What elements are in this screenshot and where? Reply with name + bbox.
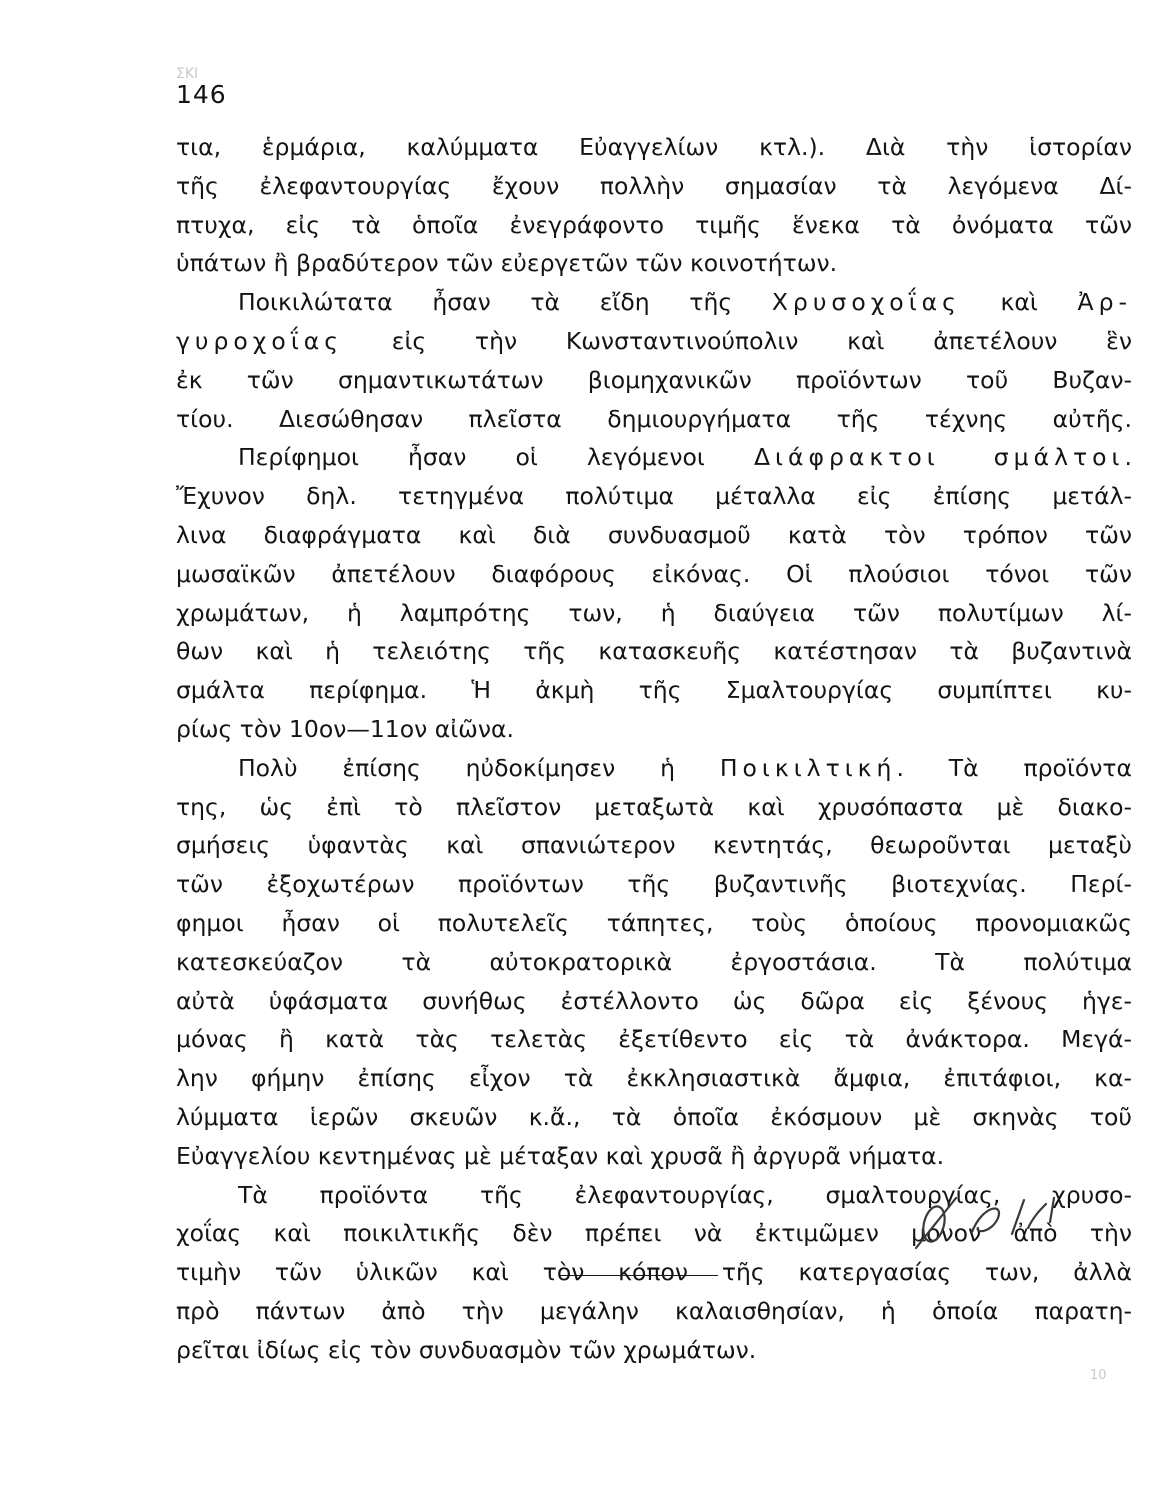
text-line: ἐκ τῶν σημαντικωτάτων βιομηχανικῶν προϊόντων τοῦ Βυζαν- bbox=[176, 365, 1132, 394]
body-text bbox=[176, 128, 1132, 1370]
text-line: Ποικιλώτατα ἦσαν τὰ εἴδη τῆς Χρυσοχοΐας καὶ Ἀρ- bbox=[238, 288, 1133, 317]
text-line: πτυχα, εἰς τὰ ὁποῖα ἐνεγράφοντο τιμῆς ἕνεκα τὰ ὀνόματα τῶν bbox=[176, 210, 1132, 239]
text-line: της, ὡς ἐπὶ τὸ πλεῖστον μεταξωτὰ καὶ χρυσόπαστα μὲ διακο- bbox=[176, 792, 1132, 821]
text-line: χρωμάτων, ἡ λαμπρότης των, ἡ διαύγεια τῶν πολυτίμων λί- bbox=[176, 598, 1132, 627]
text-line: γυροχοΐας εἰς τὴν Κωνσταντινούπολιν καὶ ἀπετέλουν ἓν bbox=[176, 326, 1132, 355]
text-line: χοΐας καὶ ποικιλτικῆς δὲν πρέπει νὰ ἐκτιμῶμεν μόνον ἀπὸ τὴν bbox=[176, 1219, 1132, 1248]
text-line: Τὰ προϊόντα τῆς ἐλεφαντουργίας, σμαλτουργίας, χρυσο- bbox=[238, 1180, 1132, 1209]
text-line: τῆς ἐλεφαντουργίας ἔχουν πολλὴν σημασίαν τὰ λεγόμενα Δί- bbox=[176, 171, 1132, 200]
bleed-through-top: ΣΚΙ bbox=[176, 66, 199, 82]
text-line: τια, ἑρμάρια, καλύμματα Εὐαγγελίων κτλ.). Διὰ τὴν ἱστορίαν bbox=[176, 133, 1132, 161]
text-line: πρὸ πάντων ἀπὸ τὴν μεγάλην καλαισθησίαν, ἡ ὁποία παρατη- bbox=[176, 1296, 1132, 1325]
footnote-rule bbox=[560, 1275, 718, 1276]
text-line: λινα διαφράγματα καὶ διὰ συνδυασμοῦ κατὰ τὸν τρόπον τῶν bbox=[176, 520, 1132, 549]
text-line: τίου. Διεσώθησαν πλεῖστα δημιουργήματα τῆς τέχνης αὐτῆς. bbox=[176, 404, 1132, 433]
text-line: λύμματα ἱερῶν σκευῶν κ.ἄ., τὰ ὁποῖα ἐκόσμουν μὲ σκηνὰς τοῦ bbox=[176, 1102, 1132, 1131]
text-line: τῶν ἐξοχωτέρων προϊόντων τῆς βυζαντινῆς βιοτεχνίας. Περί- bbox=[176, 870, 1132, 899]
text-line: ρεῖται ἰδίως εἰς τὸν συνδυασμὸν τῶν χρωμάτων. bbox=[176, 1335, 757, 1364]
text-line: μόνας ἢ κατὰ τὰς τελετὰς ἐξετίθεντο εἰς τὰ ἀνάκτορα. Μεγά- bbox=[176, 1025, 1132, 1054]
text-line: σμάλτα περίφημα. Ἡ ἀκμὴ τῆς Σμαλτουργίας συμπίπτει κυ- bbox=[176, 676, 1132, 705]
text-line: σμήσεις ὑφαντὰς καὶ σπανιώτερον κεντητάς, θεωροῦνται μεταξὺ bbox=[176, 831, 1132, 860]
text-line: αὐτὰ ὑφάσματα συνήθως ἐστέλλοντο ὡς δῶρα εἰς ξένους ἡγε- bbox=[176, 986, 1132, 1015]
text-line: Εὐαγγελίου κεντημένας μὲ μέταξαν καὶ χρυσᾶ ἢ ἀργυρᾶ νήματα. bbox=[176, 1141, 945, 1170]
text-line: Ἔχυνον δηλ. τετηγμένα πολύτιμα μέταλλα εἰς ἐπίσης μετάλ- bbox=[176, 482, 1132, 511]
text-line: κατεσκεύαζον τὰ αὐτοκρατορικὰ ἐργοστάσια. Τὰ πολύτιμα bbox=[176, 947, 1132, 976]
text-line: Περίφημοι ἦσαν οἱ λεγόμενοι Διάφρακτοι σμάλτοι. bbox=[238, 443, 1132, 472]
text-line: φημοι ἦσαν οἱ πολυτελεῖς τάπητες, τοὺς ὁποίους προνομιακῶς bbox=[176, 908, 1132, 937]
text-line: ὑπάτων ἢ βραδύτερον τῶν εὐεργετῶν τῶν κοινοτήτων. bbox=[176, 249, 838, 278]
page-number: 146 bbox=[176, 80, 227, 109]
text-line: Πολὺ ἐπίσης ηὐδοκίμησεν ἡ Ποικιλτική. Τὰ προϊόντα bbox=[238, 753, 1133, 782]
bleed-through-bottom: 10 bbox=[1090, 1368, 1107, 1383]
handwritten-pencil-mark bbox=[912, 1188, 1062, 1250]
text-line: τιμὴν τῶν ὑλικῶν καὶ τὸν κόπον τῆς κατεργασίας των, ἀλλὰ bbox=[176, 1258, 1132, 1287]
text-line: θων καὶ ἡ τελειότης τῆς κατασκευῆς κατέστησαν τὰ βυζαντινὰ bbox=[176, 637, 1132, 666]
text-line: μωσαϊκῶν ἀπετέλουν διαφόρους εἰκόνας. Οἱ πλούσιοι τόνοι τῶν bbox=[176, 559, 1132, 588]
text-line: ρίως τὸν 10ον—11ον αἰῶνα. bbox=[176, 714, 514, 743]
text-line: λην φήμην ἐπίσης εἶχον τὰ ἐκκλησιαστικὰ ἄμφια, ἐπιτάφιοι, κα- bbox=[176, 1064, 1132, 1093]
